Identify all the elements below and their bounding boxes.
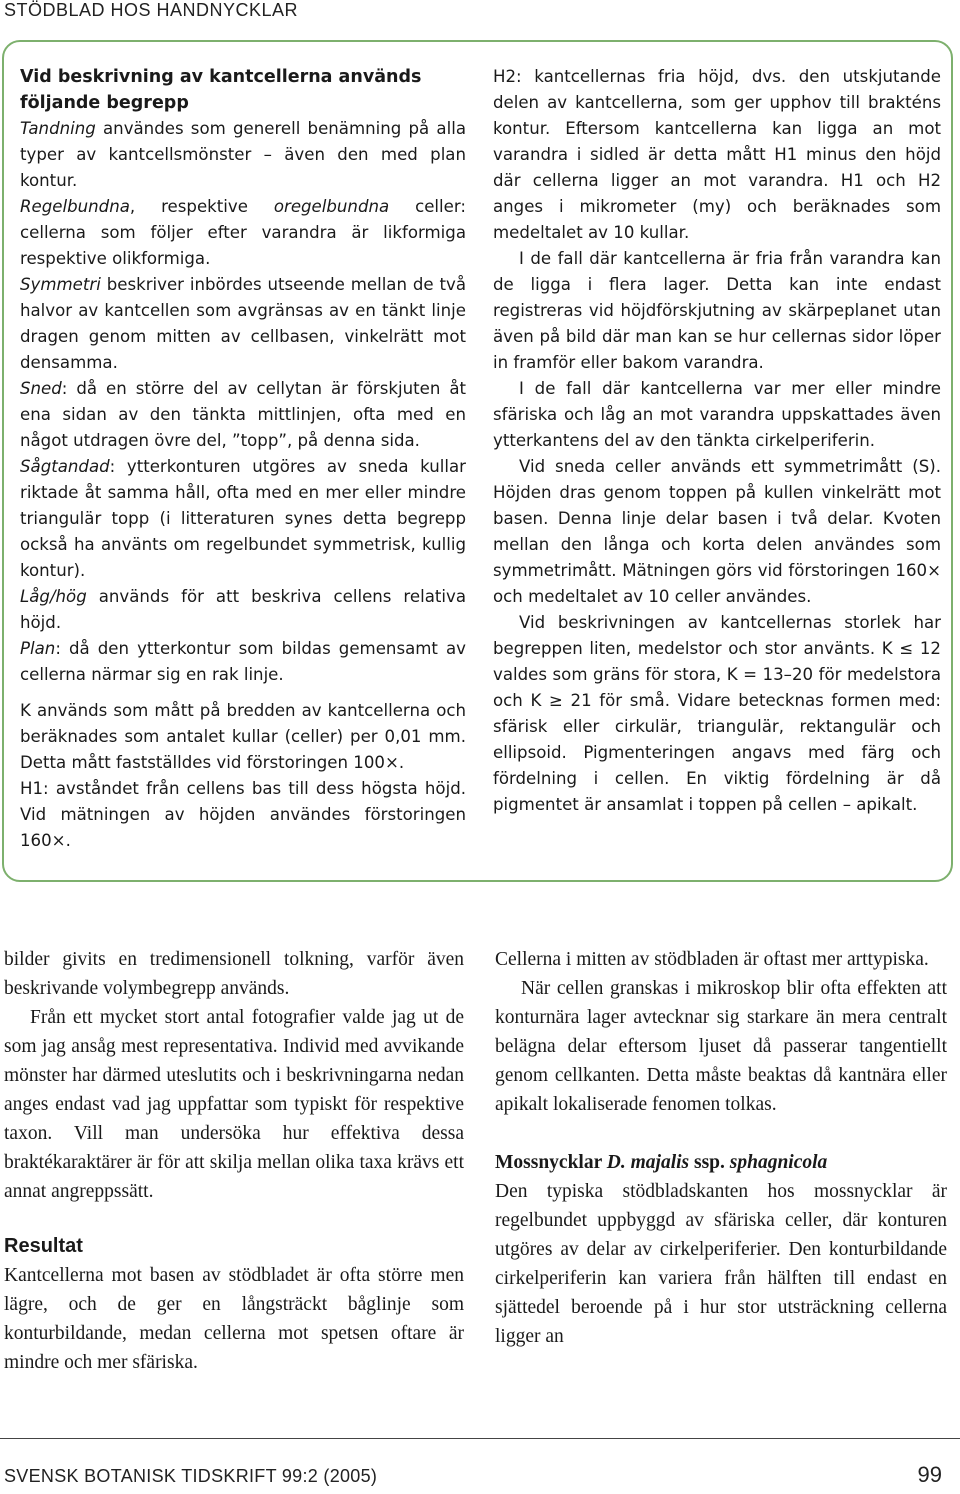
definition-regelbundna: Regelbundna, respektive oregelbundna celler: cellerna som följer efter varandra är likformiga respektive olikformiga. [20,197,466,268]
term-symmetri: Symmetri [20,275,101,294]
term-laghog: Låg/hög [20,587,87,606]
species-epithet: sphagnicola [729,1152,828,1173]
main-paragraph: Den typiska stödbladskanten hos mossnycklar är regelbundet uppbyggd av sfäriska celler, där konturen utgöres av delar av cirkelperiferier. Den konturbildande cirkelperiferin kan variera från hälften till endast en sjättedel beroende på i hur stor utsträckning cellerna ligger an [495,1181,947,1347]
definition-tandning: Tandning användes som generell benämning på alla typer av kantcellsmönster – även den med plan kontur. [20,119,466,190]
main-paragraph: Från ett mycket stort antal fotografier valde jag ut de som jag ansåg mest representativa. Individ med avvikande mönster har därmed uteslutits och i beskrivningarna nedan anges endast vad jag uppfattar som typiskt för respektive taxon. Vill man undersöka hur effektiva dessa braktékaraktärer är för att skilja mellan olika taxa krävs ett annat angreppssätt. [4,1007,464,1202]
page-number: 99 [917,1462,942,1487]
paragraph-fria-celler: I de fall där kantcellerna är fria från varandra kan de ligga i flera lager. Detta kan inte endast registreras vid höjdförskjutning av skärpeplanet utan även på bild där man kan se hur cellernas sidor löper in framför eller bakom varandra. [493,249,941,372]
definition-h2: H2: kantcellernas fria höjd, dvs. den utskjutande delen av kantcellerna, som ger upphov till brakténs kontur. Eftersom kantcellerna kan ligga an mot varandra i sidled är detta mått H1 minus den höjd där cellerna ligger an mot varandra. H1 och H2 anges i mikrometer (my) och beräknades som medeltalet av 10 kullar. [493,67,941,242]
term-sned: Sned [20,379,62,398]
term-tandning: Tandning [20,119,96,138]
section-heading-resultat: Resultat [4,1235,83,1257]
paragraph-symmetrimatt: Vid sneda celler används ett symmetrimått (S). Höjden dras genom toppen på kullen vinkelrätt mot basen. Denna linje delar basen i två delar. Kvoten mellan den långa och korta delen användes som symmetrimått. Mätningen görs vid förstoringen 160× och medeltalet av 10 celler användes. [493,457,941,606]
definition-k: K används som mått på bredden av kantcellerna och beräknades som antalet kullar (celler) per 0,01 mm. Detta mått fastställdes vid förstoringen 100×. [20,701,466,772]
main-paragraph: När cellen granskas i mikroskop blir ofta effekten att konturnära lager avtecknar sig starkare än mera centralt belägna delar eftersom ljuset då passerar tangentiellt genom cellkanten. Detta måste beaktas då kantnära eller apikalt lokaliserade fenomen tolkas. [495,978,947,1115]
term-oregelbundna: oregelbundna [273,197,390,216]
running-header: STÖDBLAD HOS HANDNYCKLAR [4,0,299,20]
definition-symmetri: Symmetri beskriver inbördes utseende mellan de två halvor av kantcellen som avgränsas av en tänkt linje dragen genom mitten av cellbasen, vinkelrätt mot densamma. [20,275,466,372]
footer-rule [0,1438,960,1439]
main-left-column [4,945,464,1377]
journal-footer: SVENSK BOTANISK TIDSKRIFT 99:2 (2005) [4,1466,378,1486]
definitions-heading-line2: följande begrepp [20,93,189,113]
species-heading: Mossnycklar D. majalis ssp. sphagnicola [495,1152,828,1173]
definition-sagtandad: Sågtandad: ytterkonturen utgöres av sneda kullar riktade åt samma håll, ofta med en mer eller mindre triangulär topp (i litteraturen synes detta begrepp också ha använts om regelbundet symmetrisk, kullig kontur). [20,457,466,580]
definition-h1: H1: avståndet från cellens bas till dess högsta höjd. Vid mätningen av höjden användes förstoringen 160×. [20,779,466,850]
definitions-heading-line1: Vid beskrivning av kantcellerna används [20,67,422,87]
term-regelbundna: Regelbundna [20,197,130,216]
paragraph-storlek: Vid beskrivningen av kantcellernas storlek har begreppen liten, medelstor och stor använts. K ≤ 12 valdes som gräns för stora, K = 13–20 för medelstora och K ≥ 21 för små. Vidare betecknas formen med: sfärisk eller cirkulär, triangulär, rektangulär och ellipsoid. Pigmenteringen angavs med färg och fördelning i cellen. En viktig fördelning är då pigmentet är ansamlat i toppen på cellen – apikalt. [493,613,941,814]
definition-laghog: Låg/hög används för att beskriva cellens relativa höjd. [20,587,466,632]
definitions-heading [20,64,466,116]
main-paragraph: Cellerna i mitten av stödbladen är oftast mer arttypiska. [495,949,929,970]
definition-plan: Plan: då den ytterkontur som bildas gemensamt av cellerna närmar sig en rak linje. [20,639,466,684]
definitions-left-column [20,64,466,854]
main-paragraph: Kantcellerna mot basen av stödbladet är ofta större men lägre, och de ger en långsträckt båglinje som konturbildande, medan cellerna mot spetsen oftare är mindre och mer sfäriska. [4,1265,464,1373]
main-paragraph: bilder givits en tredimensionell tolkning, varför även beskrivande volymbegrepp används. [4,949,464,999]
species-genus: D. majalis [606,1152,690,1173]
term-plan: Plan [20,639,56,658]
term-sagtandad: Sågtandad [20,457,110,476]
main-right-column [495,945,947,1351]
definition-sned: Sned: då en större del av cellytan är förskjuten åt ena sidan av den tänkta mittlinjen, ofta med en något utdragen övre del, ”topp”, på denna sida. [20,379,466,450]
definitions-right-column [493,64,941,818]
paragraph-sfariska-celler: I de fall där kantcellerna var mer eller mindre sfäriska och låg an mot varandra uppskattades även ytterkantens del av den tänkta cirkelperiferin. [493,379,941,450]
